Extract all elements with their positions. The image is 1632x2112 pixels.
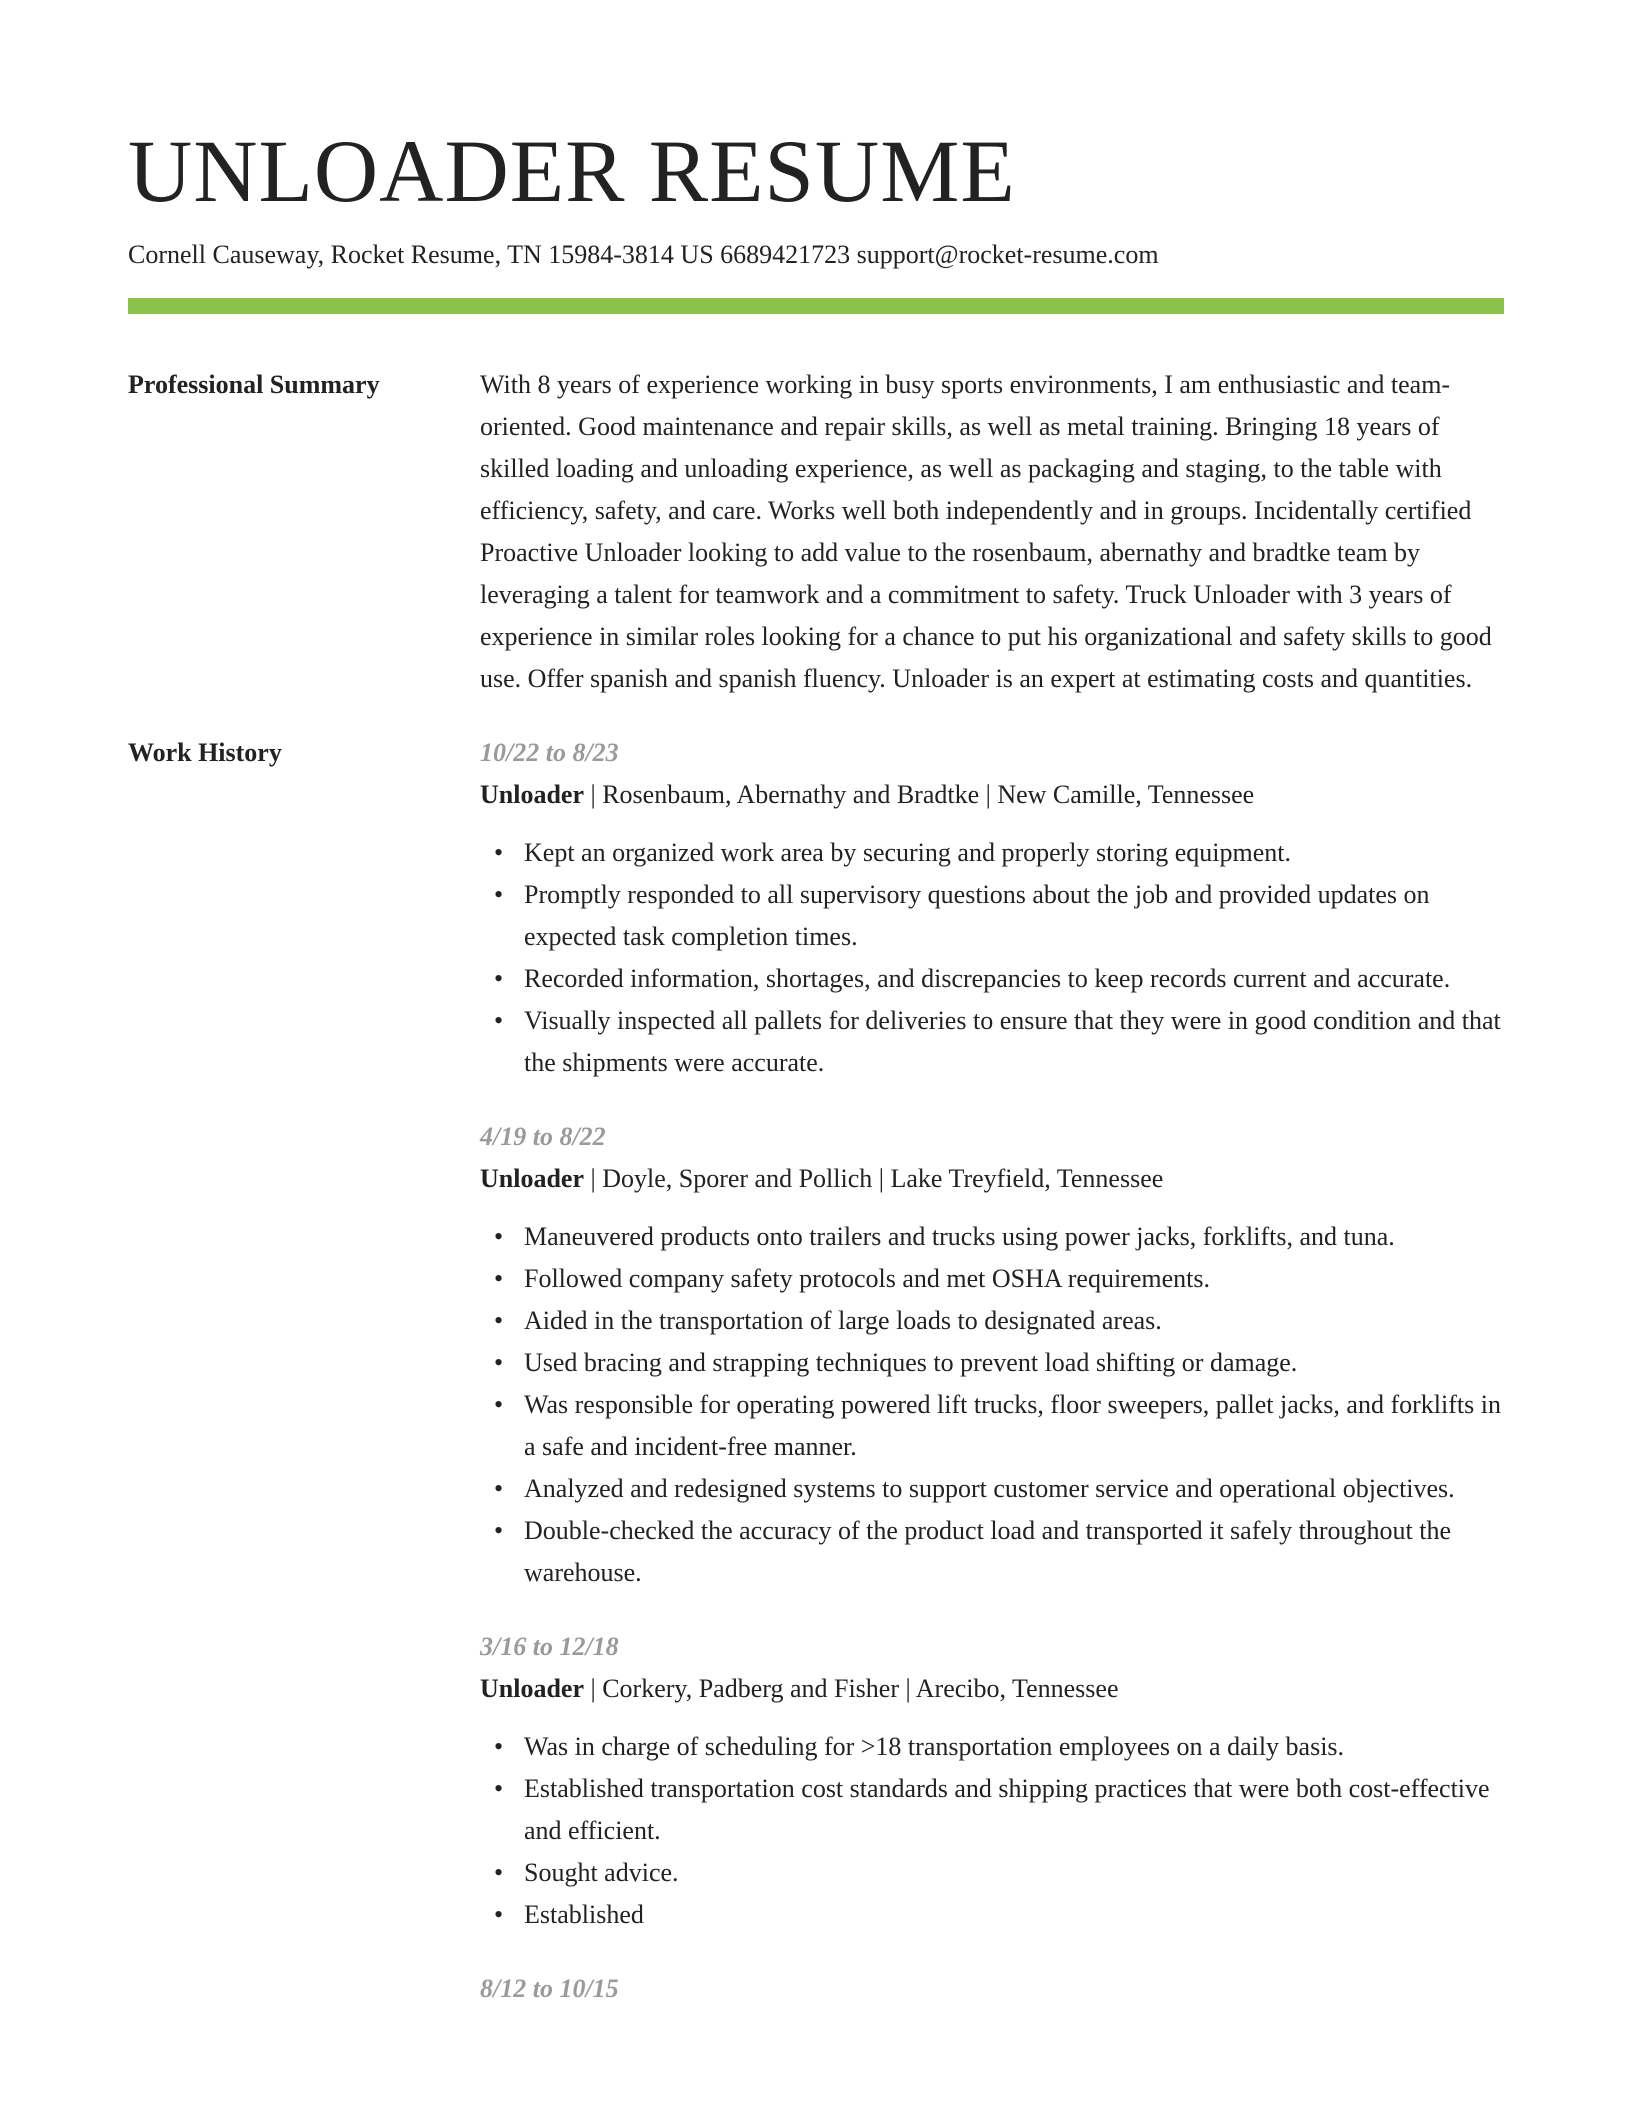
accent-divider: [128, 298, 1504, 314]
job-dates: 3/16 to 12/18: [480, 1632, 619, 1661]
section-label-work-history: Work History: [128, 738, 282, 767]
job-entry: [480, 732, 1504, 1084]
job-bullet-text: Followed company safety protocols and met OSHA requirements.: [524, 1264, 1210, 1293]
bullet-icon: •: [494, 1006, 504, 1035]
bullet-icon: •: [494, 880, 504, 909]
job-dates: 8/12 to 10/15: [480, 1974, 619, 2003]
job-bullet: [480, 1300, 1504, 1342]
job-bullet: [480, 1768, 1504, 1852]
bullet-icon: •: [494, 1264, 504, 1293]
job-title: Unloader: [480, 1674, 584, 1703]
bullet-icon: •: [494, 1306, 504, 1335]
job-bullet: [480, 874, 1504, 958]
job-dates: 4/19 to 8/22: [480, 1122, 606, 1151]
job-bullet: [480, 1384, 1504, 1468]
bullet-icon: •: [494, 1222, 504, 1251]
bullet-icon: •: [494, 1900, 504, 1929]
job-bullet: [480, 1468, 1504, 1510]
job-employer-location: | Doyle, Sporer and Pollich | Lake Treyfield, Tennessee: [584, 1164, 1164, 1193]
job-employer-location: | Corkery, Padberg and Fisher | Arecibo, Tennessee: [584, 1674, 1119, 1703]
job-entry: [480, 1968, 1504, 2010]
bullet-icon: •: [494, 1732, 504, 1761]
job-bullet: [480, 1216, 1504, 1258]
job-bullet: [480, 1726, 1504, 1768]
job-bullet: [480, 1894, 1504, 1936]
job-bullet-text: Recorded information, shortages, and discrepancies to keep records current and accurate.: [524, 964, 1451, 993]
bullet-icon: •: [494, 1858, 504, 1887]
job-bullet-text: Promptly responded to all supervisory questions about the job and provided updates on expected task completion times.: [524, 880, 1430, 951]
job-bullet-list: [480, 1726, 1504, 1936]
job-bullet-list: [480, 832, 1504, 1084]
job-title: Unloader: [480, 1164, 584, 1193]
job-employer-location: | Rosenbaum, Abernathy and Bradtke | New Camille, Tennessee: [584, 780, 1255, 809]
bullet-icon: •: [494, 1348, 504, 1377]
summary-text: With 8 years of experience working in busy sports environments, I am enthusiastic and team-oriented. Good maintenance and repair skills, as well as metal training. Bringing 18 years of skilled loading and unloading experience, as well as packaging and staging, to the table with efficiency, safety, and care. Works well both independently and in groups. Incidentally certified Proactive Unloader looking to add value to the rosenbaum, abernathy and bradtke team by leveraging a talent for teamwork and a commitment to safety. Truck Unloader with 3 years of experience in similar roles looking for a chance to put his organizational and safety skills to good use. Offer spanish and spanish fluency. Unloader is an expert at estimating costs and quantities.: [480, 370, 1492, 693]
work-history-section: [128, 732, 1504, 2042]
professional-summary-section: [128, 364, 1504, 700]
job-bullet: [480, 1510, 1504, 1594]
work-history-body: [480, 732, 1504, 2042]
job-title: Unloader: [480, 780, 584, 809]
bullet-icon: •: [494, 1516, 504, 1545]
job-bullet-text: Was responsible for operating powered lift trucks, floor sweepers, pallet jacks, and forklifts in a safe and incident-free manner.: [524, 1390, 1501, 1461]
resume-title: UNLOADER RESUME: [128, 123, 1016, 221]
job-bullet-text: Aided in the transportation of large loads to designated areas.: [524, 1306, 1162, 1335]
resume-page: [128, 0, 1504, 2042]
bullet-icon: •: [494, 838, 504, 867]
job-bullet-text: Used bracing and strapping techniques to prevent load shifting or damage.: [524, 1348, 1298, 1377]
job-header: [480, 1158, 1504, 1200]
job-bullet: [480, 832, 1504, 874]
bullet-icon: •: [494, 964, 504, 993]
job-bullet-text: Double-checked the accuracy of the product load and transported it safely throughout the warehouse.: [524, 1516, 1451, 1587]
bullet-icon: •: [494, 1774, 504, 1803]
job-dates: 10/22 to 8/23: [480, 738, 619, 767]
bullet-icon: •: [494, 1474, 504, 1503]
bullet-icon: •: [494, 1390, 504, 1419]
job-bullet-text: Was in charge of scheduling for >18 transportation employees on a daily basis.: [524, 1732, 1345, 1761]
job-bullet: [480, 1342, 1504, 1384]
job-bullet: [480, 1852, 1504, 1894]
job-bullet: [480, 1000, 1504, 1084]
job-bullet-text: Established transportation cost standards and shipping practices that were both cost-effective and efficient.: [524, 1774, 1490, 1845]
job-bullet-text: Analyzed and redesigned systems to support customer service and operational objectives.: [524, 1474, 1455, 1503]
job-bullet: [480, 958, 1504, 1000]
job-entry: [480, 1116, 1504, 1594]
section-label-professional-summary: Professional Summary: [128, 370, 380, 399]
job-bullet-text: Sought advice.: [524, 1858, 679, 1887]
job-bullet-text: Visually inspected all pallets for deliveries to ensure that they were in good condition and that the shipments were accurate.: [524, 1006, 1501, 1077]
job-bullet-text: Established: [524, 1900, 644, 1929]
job-entry: [480, 1626, 1504, 1936]
job-bullet-list: [480, 1216, 1504, 1594]
professional-summary-body: [480, 364, 1504, 700]
job-bullet: [480, 1258, 1504, 1300]
job-bullet-text: Maneuvered products onto trailers and trucks using power jacks, forklifts, and tuna.: [524, 1222, 1395, 1251]
job-bullet-text: Kept an organized work area by securing and properly storing equipment.: [524, 838, 1291, 867]
contact-line: Cornell Causeway, Rocket Resume, TN 15984-3814 US 6689421723 support@rocket-resume.com: [128, 240, 1159, 269]
job-header: [480, 1668, 1504, 1710]
job-header: [480, 774, 1504, 816]
